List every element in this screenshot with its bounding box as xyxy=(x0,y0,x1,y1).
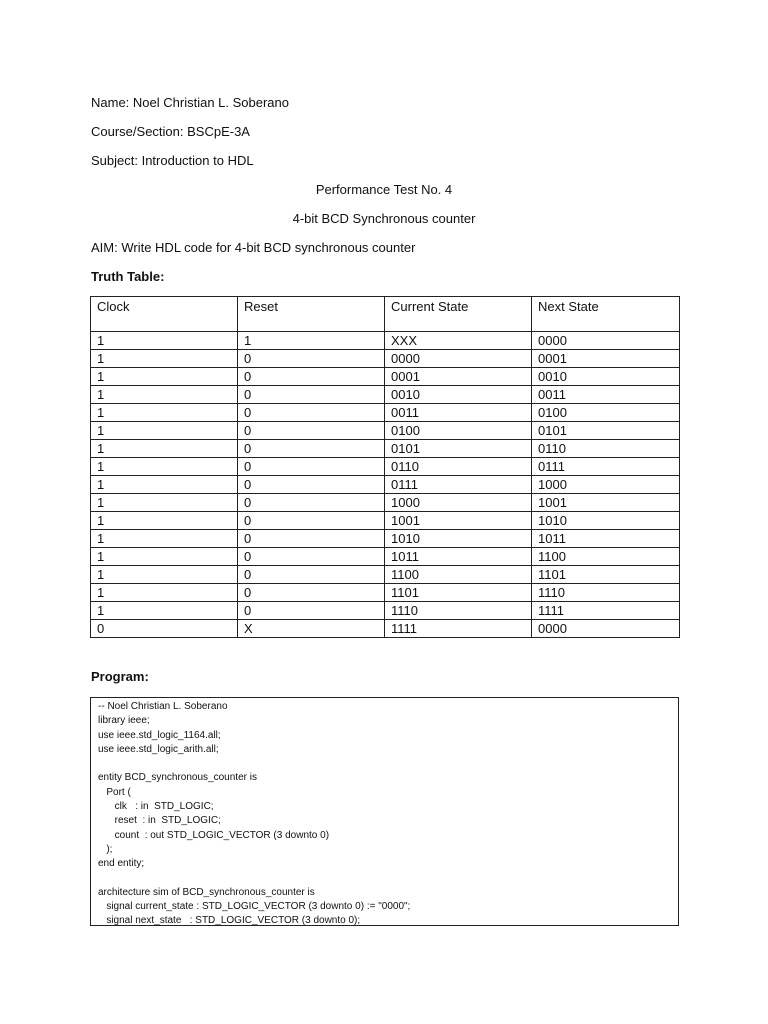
column-header-reset: Reset xyxy=(238,297,385,332)
cell-reset: 0 xyxy=(238,368,385,386)
column-header-current-state: Current State xyxy=(385,297,532,332)
cell-reset: 0 xyxy=(238,476,385,494)
truth-table-header-row xyxy=(91,297,680,332)
table-row xyxy=(91,332,680,350)
table-row xyxy=(91,368,680,386)
cell-clock: 1 xyxy=(91,386,238,404)
cell-reset: 0 xyxy=(238,440,385,458)
column-header-clock: Clock xyxy=(91,297,238,332)
cell-reset: 0 xyxy=(238,404,385,422)
table-row xyxy=(91,566,680,584)
cell-next-state: 1001 xyxy=(532,494,680,512)
cell-current-state: 0001 xyxy=(385,368,532,386)
cell-clock: 1 xyxy=(91,350,238,368)
cell-next-state: 0010 xyxy=(532,368,680,386)
cell-clock: 1 xyxy=(91,512,238,530)
cell-clock: 1 xyxy=(91,422,238,440)
cell-current-state: 0110 xyxy=(385,458,532,476)
cell-reset: 0 xyxy=(238,548,385,566)
table-row xyxy=(91,386,680,404)
truth-table-heading: Truth Table: xyxy=(91,269,165,284)
cell-next-state: 0000 xyxy=(532,620,680,638)
cell-reset: 0 xyxy=(238,566,385,584)
cell-reset: 0 xyxy=(238,422,385,440)
cell-current-state: 0101 xyxy=(385,440,532,458)
cell-clock: 1 xyxy=(91,458,238,476)
cell-next-state: 1011 xyxy=(532,530,680,548)
program-code-box xyxy=(90,697,679,926)
cell-next-state: 0100 xyxy=(532,404,680,422)
cell-next-state: 0000 xyxy=(532,332,680,350)
truth-table-body xyxy=(91,332,680,638)
cell-current-state: 1111 xyxy=(385,620,532,638)
cell-next-state: 1101 xyxy=(532,566,680,584)
table-row xyxy=(91,548,680,566)
cell-next-state: 1111 xyxy=(532,602,680,620)
truth-table xyxy=(90,296,680,638)
cell-current-state: 0011 xyxy=(385,404,532,422)
cell-current-state: 1110 xyxy=(385,602,532,620)
student-name: Name: Noel Christian L. Soberano xyxy=(91,95,289,110)
cell-reset: 0 xyxy=(238,584,385,602)
table-row xyxy=(91,584,680,602)
column-header-next-state: Next State xyxy=(532,297,680,332)
test-subtitle: 4-bit BCD Synchronous counter xyxy=(292,211,476,226)
cell-clock: 1 xyxy=(91,530,238,548)
cell-current-state: 0000 xyxy=(385,350,532,368)
cell-reset: 0 xyxy=(238,386,385,404)
cell-clock: 1 xyxy=(91,566,238,584)
cell-current-state: 1001 xyxy=(385,512,532,530)
cell-reset: 0 xyxy=(238,530,385,548)
table-row xyxy=(91,404,680,422)
cell-reset: X xyxy=(238,620,385,638)
cell-current-state: 1011 xyxy=(385,548,532,566)
cell-next-state: 0001 xyxy=(532,350,680,368)
cell-reset: 0 xyxy=(238,458,385,476)
table-row xyxy=(91,530,680,548)
cell-clock: 1 xyxy=(91,440,238,458)
cell-next-state: 0101 xyxy=(532,422,680,440)
table-row xyxy=(91,620,680,638)
cell-clock: 0 xyxy=(91,620,238,638)
table-row xyxy=(91,494,680,512)
cell-reset: 1 xyxy=(238,332,385,350)
aim: AIM: Write HDL code for 4-bit BCD synchronous counter xyxy=(91,240,416,255)
cell-current-state: 0111 xyxy=(385,476,532,494)
cell-next-state: 1010 xyxy=(532,512,680,530)
cell-current-state: 1100 xyxy=(385,566,532,584)
cell-current-state: 1101 xyxy=(385,584,532,602)
subject: Subject: Introduction to HDL xyxy=(91,153,254,168)
cell-next-state: 1100 xyxy=(532,548,680,566)
cell-current-state: XXX xyxy=(385,332,532,350)
cell-reset: 0 xyxy=(238,494,385,512)
table-row xyxy=(91,350,680,368)
table-row xyxy=(91,602,680,620)
cell-reset: 0 xyxy=(238,602,385,620)
table-row xyxy=(91,458,680,476)
cell-current-state: 0100 xyxy=(385,422,532,440)
table-row xyxy=(91,476,680,494)
cell-clock: 1 xyxy=(91,584,238,602)
program-heading: Program: xyxy=(91,669,149,684)
course-section: Course/Section: BSCpE-3A xyxy=(91,124,250,139)
table-row xyxy=(91,512,680,530)
cell-clock: 1 xyxy=(91,602,238,620)
cell-next-state: 0110 xyxy=(532,440,680,458)
cell-current-state: 1010 xyxy=(385,530,532,548)
cell-current-state: 1000 xyxy=(385,494,532,512)
cell-next-state: 1000 xyxy=(532,476,680,494)
cell-clock: 1 xyxy=(91,368,238,386)
cell-clock: 1 xyxy=(91,494,238,512)
cell-clock: 1 xyxy=(91,476,238,494)
cell-next-state: 1110 xyxy=(532,584,680,602)
table-row xyxy=(91,440,680,458)
cell-next-state: 0111 xyxy=(532,458,680,476)
cell-clock: 1 xyxy=(91,404,238,422)
table-row xyxy=(91,422,680,440)
test-title: Performance Test No. 4 xyxy=(315,182,453,197)
cell-reset: 0 xyxy=(238,512,385,530)
cell-current-state: 0010 xyxy=(385,386,532,404)
cell-next-state: 0011 xyxy=(532,386,680,404)
cell-reset: 0 xyxy=(238,350,385,368)
cell-clock: 1 xyxy=(91,332,238,350)
program-code: -- Noel Christian L. Soberano library ieee; use ieee.std_logic_1164.all; use ieee.std_logic_arith.all; entity BCD_synchronous_counter is Port ( clk : in STD_LOGIC; reset : in STD_LOGIC; count : out STD_LOGIC_VECTOR (3 downto 0) ); end entity; architecture sim of BCD_synchronous_counter is signal current_state : STD_LOGIC_VECTOR (3 downto 0) := "0000"; signal next_state : STD_LOGIC_VECTOR (3 downto 0); xyxy=(98,701,411,926)
cell-clock: 1 xyxy=(91,548,238,566)
